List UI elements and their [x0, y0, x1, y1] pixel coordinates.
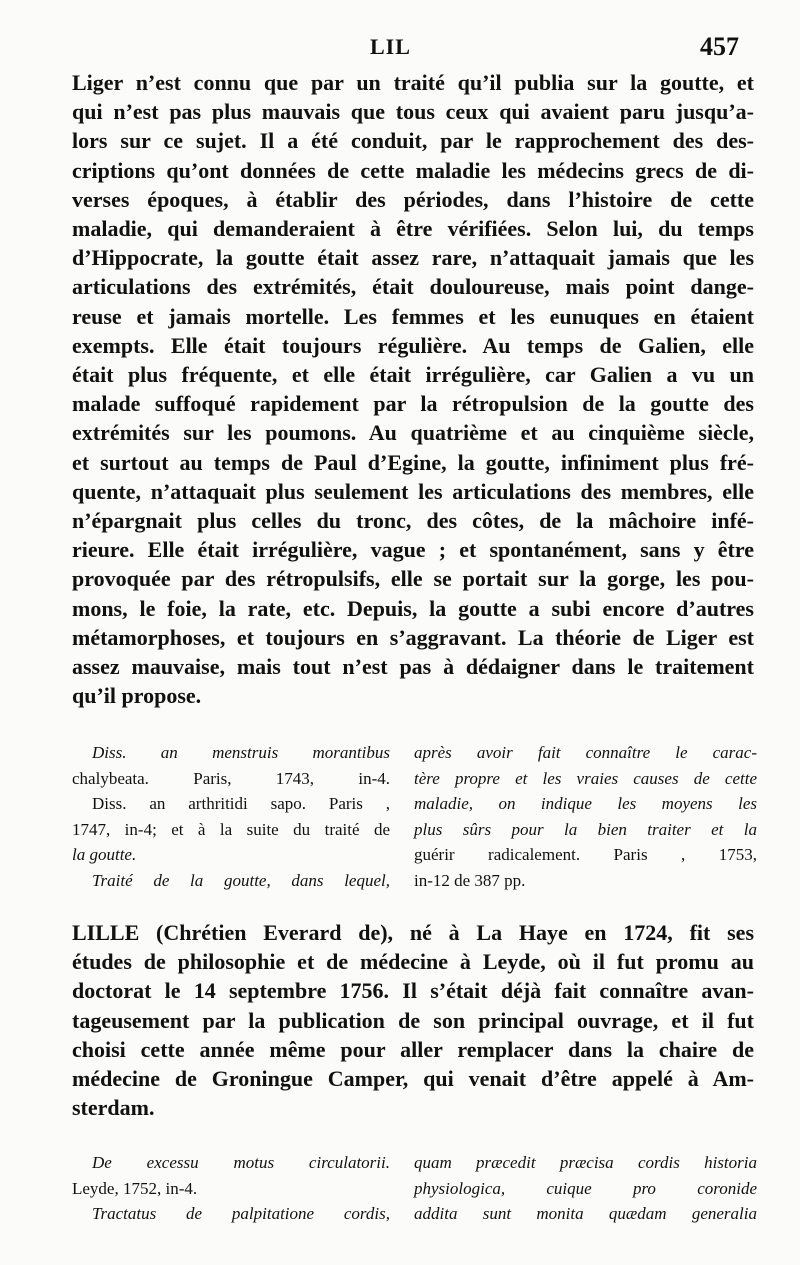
text-line: Liger n’est connu que par un traité qu’il publia sur la goutte, et	[72, 70, 754, 95]
bib-line: Traité de la goutte, dans lequel,	[92, 870, 390, 890]
text-line: assez mauvaise, mais tout n’est pas à dédaigner dans le traitement	[72, 654, 754, 680]
text-line: articulations des extrémités, était douloureuse, mais point dange-	[72, 274, 754, 300]
bib-line: tère propre et les vraies causes de cette	[414, 768, 757, 788]
text-line: d’Hippocrate, la goutte était assez rare, n’attaquait jamais que les	[72, 245, 754, 271]
text-line: verses époques, à établir des périodes, dans l’histoire de cette	[72, 186, 754, 212]
bib-line: addita sunt monita quædam generalia	[414, 1204, 757, 1223]
text-line: criptions qu’ont données de cette maladie les médecins grecs de di-	[72, 157, 754, 183]
text-line: malade suffoqué rapidement par la rétropulsion de la goutte des	[72, 391, 754, 417]
bibliography-column-left	[72, 740, 390, 893]
page-number: 457	[700, 32, 739, 61]
bib-line: De excessu motus circulatorii.	[92, 1153, 390, 1172]
bib-line: la goutte.	[72, 845, 137, 864]
running-title: LIL	[370, 34, 411, 59]
text-line: médecine de Groningue Camper, qui venait d’être appelé à Am-	[72, 1066, 754, 1092]
bibliography-column-right	[414, 740, 757, 893]
bib-line: in-12 de 387 pp.	[414, 870, 526, 890]
article-lille-body	[72, 918, 754, 1122]
bib-line: physiologica, cuique pro coronide	[414, 1178, 757, 1198]
text-line: exempts. Elle était toujours régulière. Au temps de Galien, elle	[72, 332, 754, 358]
text-line: lors sur ce sujet. Il a été conduit, par le rapprochement des des-	[72, 128, 754, 154]
text-line: était plus fréquente, et elle était irrégulière, car Galien a vu un	[72, 362, 754, 388]
bib-line: guérir radicalement. Paris , 1753,	[414, 845, 757, 864]
bibliography-column-right	[414, 1150, 757, 1227]
text-line: quente, n’attaquait plus seulement les articulations des membres, elle	[72, 478, 754, 504]
text-line: LILLE (Chrétien Everard de), né à La Haye en 1724, fit ses	[72, 920, 754, 945]
text-line: rieure. Elle était irrégulière, vague ; et spontanément, sans y être	[72, 537, 754, 563]
bib-line: après avoir fait connaître le carac-	[414, 743, 757, 762]
text-line: sterdam.	[72, 1095, 155, 1121]
article-liger-body	[72, 68, 754, 710]
bib-line: Tractatus de palpitatione cordis,	[92, 1204, 390, 1223]
text-line: maladie, qui demanderaient à être vérifiées. Selon lui, du temps	[72, 216, 754, 242]
bib-line: Diss. an arthritidi sapo. Paris ,	[92, 794, 390, 813]
text-line: métamorphoses, et toujours en s’aggravant. La théorie de Liger est	[72, 624, 754, 650]
text-line: études de philosophie et de médecine à Leyde, où il fut promu au	[72, 949, 754, 975]
text-line: qui n’est pas plus mauvais que tous ceux qui avaient paru jusqu’a-	[72, 99, 754, 125]
text-line: qu’il propose.	[72, 683, 202, 709]
bibliography-column-left	[72, 1150, 390, 1227]
text-line: provoquée par des rétropulsifs, elle se portait sur la gorge, les pou-	[72, 566, 754, 592]
bib-line: Leyde, 1752, in-4.	[72, 1178, 198, 1198]
running-header	[0, 34, 800, 64]
bib-line: 1747, in-4; et à la suite du traité de	[72, 819, 390, 839]
bib-line: chalybeata. Paris, 1743, in-4.	[72, 768, 390, 788]
bib-line: quam præcedit præcisa cordis historia	[414, 1153, 757, 1172]
bib-line: maladie, on indique les moyens les	[414, 794, 757, 813]
text-line: reuse et jamais mortelle. Les femmes et les eunuques en étaient	[72, 303, 754, 329]
bib-line: plus sûrs pour la bien traiter et la	[414, 819, 757, 839]
text-line: n’épargnait plus celles du tronc, des côtes, de la mâchoire infé-	[72, 508, 754, 534]
text-line: et surtout au temps de Paul d’Egine, la goutte, infiniment plus fré-	[72, 449, 754, 475]
text-line: tageusement par la publication de son principal ouvrage, et il fut	[72, 1007, 754, 1033]
bib-line: Diss. an menstruis morantibus	[92, 743, 390, 762]
text-line: mons, le foie, la rate, etc. Depuis, la goutte a subi encore d’autres	[72, 595, 754, 621]
text-line: extrémités sur les poumons. Au quatrième et au cinquième siècle,	[72, 420, 754, 446]
text-line: choisi cette année même pour aller remplacer dans la chaire de	[72, 1036, 754, 1062]
text-line: doctorat le 14 septembre 1756. Il s’était déjà fait connaître avan-	[72, 978, 754, 1004]
